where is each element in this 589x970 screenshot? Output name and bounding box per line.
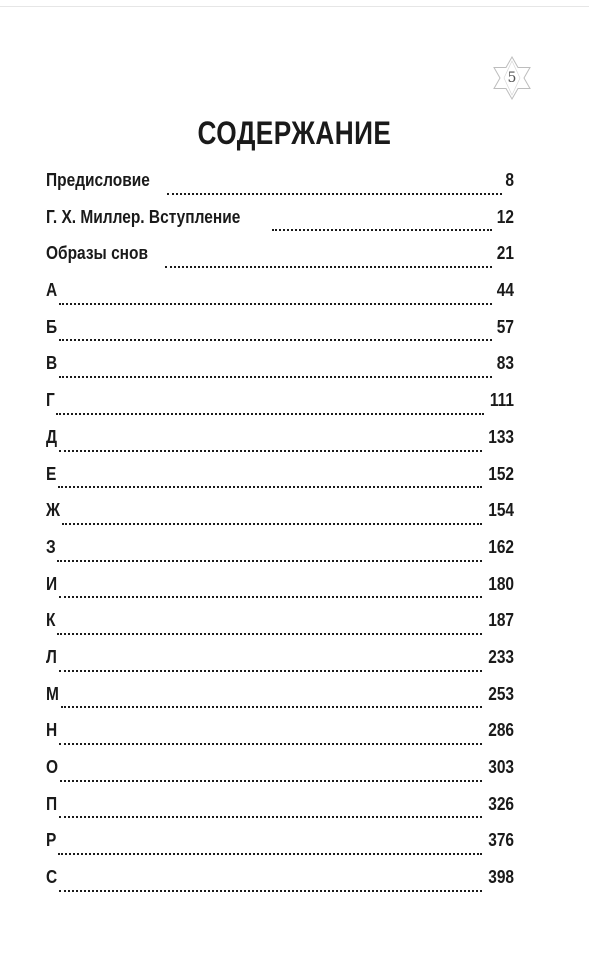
toc-entry-label: Образы снов xyxy=(46,243,149,264)
toc-entry-page-number: 57 xyxy=(496,316,514,337)
toc-entry[interactable] xyxy=(46,574,514,611)
toc-entry[interactable] xyxy=(46,610,514,647)
toc-entry[interactable] xyxy=(46,317,514,354)
toc-entry-page-number: 162 xyxy=(488,536,514,557)
toc-entry-label: Е xyxy=(46,463,57,484)
dot-leader xyxy=(272,229,492,231)
dot-leader xyxy=(59,303,492,305)
toc-entry-label: С xyxy=(46,867,58,888)
toc-entry-label: Предисловие xyxy=(46,170,150,190)
toc-entry-page-number: 376 xyxy=(488,830,514,851)
dot-leader xyxy=(56,413,484,415)
dot-leader xyxy=(59,339,492,341)
toc-entry-label: Г. Х. Миллер. Вступление xyxy=(46,206,241,227)
toc-entry[interactable] xyxy=(46,720,514,757)
dot-leader xyxy=(58,853,482,855)
toc-entry-label: О xyxy=(46,757,59,777)
toc-entry[interactable] xyxy=(46,464,514,501)
dot-leader xyxy=(60,780,482,782)
toc-entry-label: З xyxy=(46,536,56,557)
toc-entry-page-number: 233 xyxy=(488,646,514,667)
toc-entry-page-number: 111 xyxy=(489,390,514,411)
toc-entry-page-number: 21 xyxy=(496,243,514,264)
dot-leader xyxy=(59,743,482,745)
toc-entry[interactable] xyxy=(46,794,514,831)
toc-entry-label: Д xyxy=(46,426,58,447)
table-of-contents xyxy=(46,170,514,904)
toc-entry-label: Г xyxy=(46,390,55,411)
toc-entry-page-number: 253 xyxy=(488,683,514,704)
toc-entry-page-number: 8 xyxy=(505,170,514,190)
dot-leader xyxy=(58,486,482,488)
dot-leader xyxy=(57,560,482,562)
toc-entry-label: Н xyxy=(46,720,58,741)
dot-leader xyxy=(59,670,482,672)
toc-entry[interactable] xyxy=(46,830,514,867)
toc-entry[interactable] xyxy=(46,280,514,317)
toc-entry-page-number: 12 xyxy=(496,206,514,227)
toc-entry[interactable] xyxy=(46,500,514,537)
dot-leader xyxy=(167,193,502,195)
toc-entry-label: А xyxy=(46,280,58,301)
dot-leader xyxy=(59,376,492,378)
toc-entry-page-number: 286 xyxy=(488,720,514,741)
toc-entry[interactable] xyxy=(46,684,514,721)
toc-entry-label: М xyxy=(46,683,59,704)
toc-entry[interactable] xyxy=(46,353,514,390)
dot-leader xyxy=(61,706,482,708)
toc-entry[interactable] xyxy=(46,757,514,794)
dot-leader xyxy=(165,266,492,268)
toc-entry-label: И xyxy=(46,573,58,594)
toc-entry[interactable] xyxy=(46,243,514,280)
page-number-badge xyxy=(489,55,535,101)
top-divider xyxy=(0,6,589,7)
page-number: 5 xyxy=(507,70,517,86)
toc-entry-label: Ж xyxy=(46,500,61,521)
toc-entry-page-number: 303 xyxy=(488,757,514,777)
toc-entry[interactable] xyxy=(46,170,514,207)
toc-entry[interactable] xyxy=(46,647,514,684)
toc-entry-label: Р xyxy=(46,830,57,851)
dot-leader xyxy=(59,450,482,452)
toc-entry[interactable] xyxy=(46,537,514,574)
toc-entry-page-number: 180 xyxy=(488,573,514,594)
toc-entry-label: К xyxy=(46,610,56,631)
dot-leader xyxy=(59,890,482,892)
toc-entry[interactable] xyxy=(46,867,514,904)
dot-leader xyxy=(57,633,482,635)
dot-leader xyxy=(62,523,482,525)
toc-entry-label: В xyxy=(46,353,58,374)
toc-entry-page-number: 326 xyxy=(488,793,514,814)
toc-entry[interactable] xyxy=(46,390,514,427)
toc-entry-page-number: 83 xyxy=(496,353,514,374)
dot-leader xyxy=(59,596,482,598)
dot-leader xyxy=(59,816,482,818)
toc-entry[interactable] xyxy=(46,427,514,464)
toc-entry-page-number: 398 xyxy=(488,867,514,888)
toc-entry-page-number: 154 xyxy=(488,500,514,521)
toc-entry-label: Б xyxy=(46,316,58,337)
toc-entry-page-number: 44 xyxy=(496,280,514,301)
toc-entry-page-number: 187 xyxy=(488,610,514,631)
toc-entry-label: Л xyxy=(46,646,57,667)
page-title: СОДЕРЖАНИЕ xyxy=(197,115,392,151)
toc-entry-page-number: 133 xyxy=(488,426,514,447)
toc-entry-label: П xyxy=(46,793,58,814)
toc-entry-page-number: 152 xyxy=(488,463,514,484)
toc-entry[interactable] xyxy=(46,207,514,244)
